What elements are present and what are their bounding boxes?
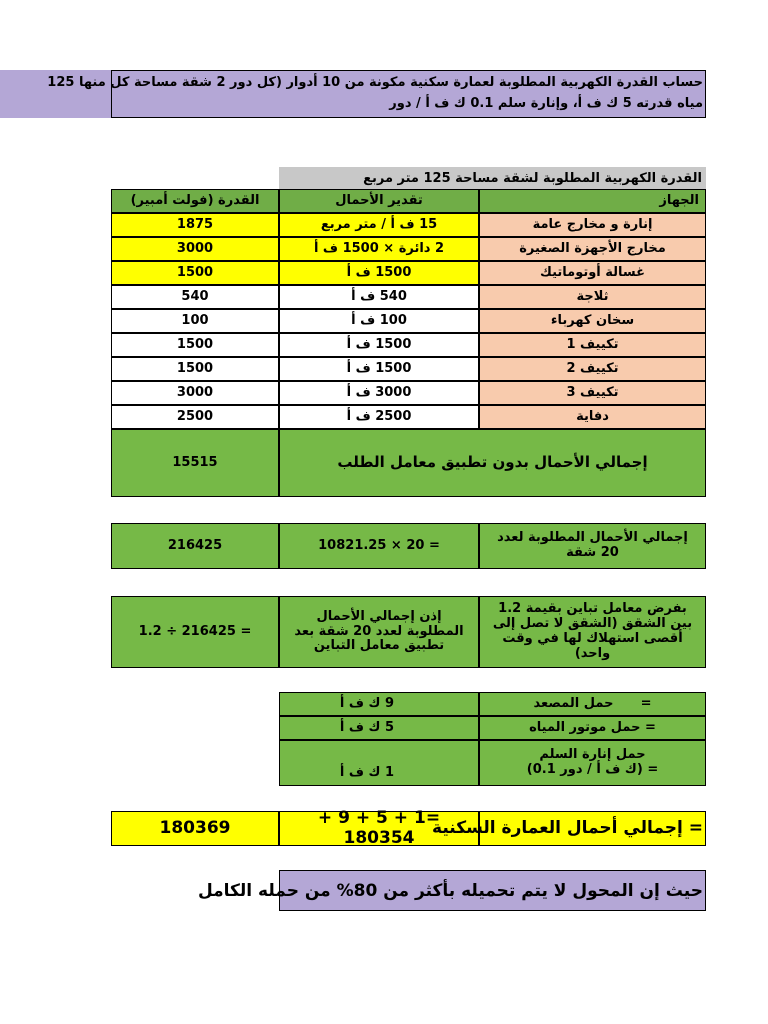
row6-load: 1500 ف أ [279,333,479,357]
row9-load: 2500 ف أ [279,405,479,429]
header-title [47,70,706,118]
row2-power: 3000 [111,237,279,261]
elevator-value: 9 ك ف أ [279,692,479,716]
row3-power: 1500 [111,261,279,285]
row9-power: 2500 [111,405,279,429]
header-line-2: مياه قدرته 5 ك ف أ، وإنارة سلم 0.1 ك ف أ / دور [389,96,703,111]
diversity-formula: = 216425 ÷ 1.2 [111,596,279,668]
table1-title: القدرة الكهربية المطلوبة لشقة مساحة 125 متر مربع [279,167,706,189]
header-load: تقدير الأحمال [279,189,479,213]
row3-device: غسالة أوتوماتيك [479,261,706,285]
row4-power: 540 [111,285,279,309]
elevator-label: = حمل المصعد [479,692,706,716]
stair-lighting-value [279,740,479,786]
row9-device: دفاية [479,405,706,429]
row1-device: إنارة و مخارج عامة [479,213,706,237]
row8-power: 3000 [111,381,279,405]
total-label: إجمالي الأحمال بدون تطبيق معامل الطلب [279,429,706,497]
header-device: الجهاز [479,189,706,213]
diversity-label: بفرض معامل تباين بقيمة 1.2 بين الشقق (الشقق لا تصل إلى أقصى استهلاك لها في وقت واحد) [479,596,706,668]
building-total-formula: =1 + 5 + 9 + 180354 [279,811,479,846]
row7-load: 1500 ف أ [279,357,479,381]
diversity-middle: إذن إجمالي الأحمال المطلوبة لعدد 20 شقة بعد تطبيق معامل التباين [279,596,479,668]
apartments-label: إجمالي الأحمال المطلوبة لعدد 20 شقة [479,523,706,569]
row5-power: 100 [111,309,279,333]
header-power: القدرة (فولت أمبير) [111,189,279,213]
pump-value: 5 ك ف أ [279,716,479,740]
row1-power: 1875 [111,213,279,237]
row5-load: 100 ف أ [279,309,479,333]
building-total-label [432,811,706,846]
row2-device: مخارج الأجهزة الصغيرة [479,237,706,261]
row4-load: 540 ف أ [279,285,479,309]
building-total-value: 180369 [111,811,279,846]
row5-device: سخان كهرباء [479,309,706,333]
building-total-label-text: = إجمالي أحمال العمارة السكنية [432,817,703,838]
row1-load: 15 ف أ / متر مربع [279,213,479,237]
apartments-formula: = 20 × 10821.25 [279,523,479,569]
row7-power: 1500 [111,357,279,381]
transformer-note-text: حيث إن المحول لا يتم تحميله بأكثر من 80% من حمله الكامل [197,880,703,901]
row3-load: 1500 ف أ [279,261,479,285]
row8-device: تكييف 3 [479,381,706,405]
row7-device: تكييف 2 [479,357,706,381]
total-value: 15515 [111,429,279,497]
transformer-note [197,870,706,911]
pump-label: = حمل موتور المياه [479,716,706,740]
row4-device: ثلاجة [479,285,706,309]
row2-load: 2 دائرة × 1500 ف أ [279,237,479,261]
row6-device: تكييف 1 [479,333,706,357]
apartments-value: 216425 [111,523,279,569]
row6-power: 1500 [111,333,279,357]
row8-load: 3000 ف أ [279,381,479,405]
header-line-1: حساب القدرة الكهربية المطلوبة لعمارة سكنية مكونة من 10 أدوار (كل دور 2 شقة مساحة كل منها 125 [47,75,703,90]
stair-lighting-label: حمل إنارة السلم = (ك ف أ / دور 0.1) [479,740,706,786]
stair-lighting-value-text: 1 ك ف أ [339,765,394,781]
